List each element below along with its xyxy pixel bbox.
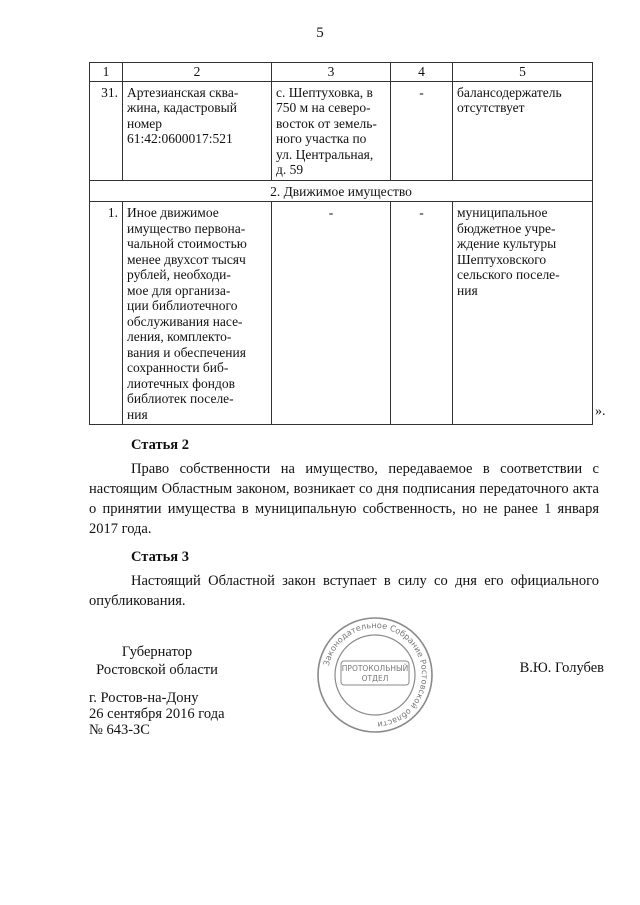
cell-line: рублей, необходи- <box>127 267 231 282</box>
cell-line: ул. Центральная, <box>276 146 374 162</box>
cell-line: бюджетное учре- <box>457 220 556 236</box>
row-number: 31. <box>90 81 123 180</box>
law-number: № 643-ЗС <box>89 722 150 738</box>
article-2-text: Право собственности на имущество, передаваемое в соответствии с настоящим Областным законом, возникает со дня подписания передаточного акта о принятии имущества в муниципальную собственность, но не ранее 1 января 2017 года. <box>89 461 599 537</box>
signatory-title-line1: Губернатор <box>121 644 193 660</box>
cell-line: ния <box>457 282 478 298</box>
cell-line: мое для организа- <box>127 282 231 298</box>
header-cell-2: 2 <box>123 63 272 82</box>
cell-line: - <box>419 205 424 220</box>
page-number: 5 <box>316 25 324 41</box>
header-cell-4: 4 <box>391 63 453 82</box>
cell-line: менее двухсот тысяч <box>127 251 246 267</box>
cell-line: с. Шептуховка, в <box>276 84 373 100</box>
cell-line: Иное движимое <box>127 205 219 220</box>
section-title: 2. Движимое имущество <box>90 180 593 202</box>
header-cell-1: 1 <box>90 63 123 82</box>
signatory-title-line2: Ростовской области <box>96 662 218 678</box>
date: 26 сентября 2016 года <box>89 706 225 722</box>
column4-cell <box>391 202 453 425</box>
location-cell <box>272 81 391 180</box>
cell-line: восток от земель- <box>276 115 377 131</box>
object-name-cell <box>123 81 272 180</box>
cell-line: сохранности биб- <box>127 360 229 375</box>
cell-line: 61:42:0600017:521 <box>127 131 233 146</box>
cell-line: сельского поселе- <box>457 267 560 282</box>
stamp-inner-line2: ОТДЕЛ <box>361 674 389 683</box>
object-name-cell <box>123 202 272 425</box>
table-header-row <box>90 63 593 82</box>
place-and-date <box>89 690 225 738</box>
cell-line: обслуживания насе- <box>127 313 243 329</box>
holder-cell <box>453 202 593 425</box>
cell-line: номер <box>127 115 163 131</box>
cell-line: имущество первона- <box>127 220 246 236</box>
official-stamp <box>315 615 435 735</box>
row-number: 1. <box>90 202 123 425</box>
cell-line: лиотечных фондов <box>127 375 236 391</box>
article-3-heading: Статья 3 <box>131 549 189 565</box>
stamp-ring-text: Законодательное Собрание Ростовской области <box>320 619 431 731</box>
cell-line: д. 59 <box>276 162 304 177</box>
holder-cell <box>453 81 593 180</box>
signatory-name: В.Ю. Голубев <box>519 660 604 676</box>
cell-line: ждение культуры <box>457 236 557 251</box>
table-row <box>90 202 593 425</box>
cell-line: ния <box>127 406 148 422</box>
cell-line: Артезианская сква- <box>127 84 239 100</box>
stamp-inner-line1: ПРОТОКОЛЬНЫЙ <box>341 664 409 673</box>
closing-quote-mark: ». <box>595 404 606 419</box>
cell-line: жина, кадастровый <box>127 100 237 115</box>
table-row <box>90 81 593 180</box>
cell-line: библиотек поселе- <box>127 391 234 406</box>
property-table <box>89 62 593 425</box>
article-2-heading: Статья 2 <box>131 437 189 453</box>
cell-line: - <box>328 205 334 220</box>
cell-line: ного участка по <box>276 131 367 146</box>
header-cell-3: 3 <box>272 63 391 82</box>
cell-line: 750 м на северо- <box>276 100 371 115</box>
location-cell <box>272 202 391 425</box>
cell-line: балансодержатель <box>457 84 562 100</box>
cell-line: Шептуховского <box>457 251 547 267</box>
header-cell-5: 5 <box>453 63 593 82</box>
cell-line: муниципальное <box>457 205 548 220</box>
cell-line: ления, комплекто- <box>127 329 232 344</box>
cell-line: - <box>419 84 424 100</box>
cell-line: чальной стоимостью <box>127 236 247 251</box>
cell-line: вания и обеспечения <box>127 344 246 360</box>
signatory-title <box>89 643 225 679</box>
place: г. Ростов-на-Дону <box>89 690 199 706</box>
column4-cell <box>391 81 453 180</box>
cell-line: отсутствует <box>457 100 525 115</box>
cell-line: ции библиотечного <box>127 298 238 313</box>
section-row <box>90 180 593 202</box>
article-3-text: Настоящий Областной закон вступает в силу со дня его официального опубликования. <box>89 573 599 609</box>
